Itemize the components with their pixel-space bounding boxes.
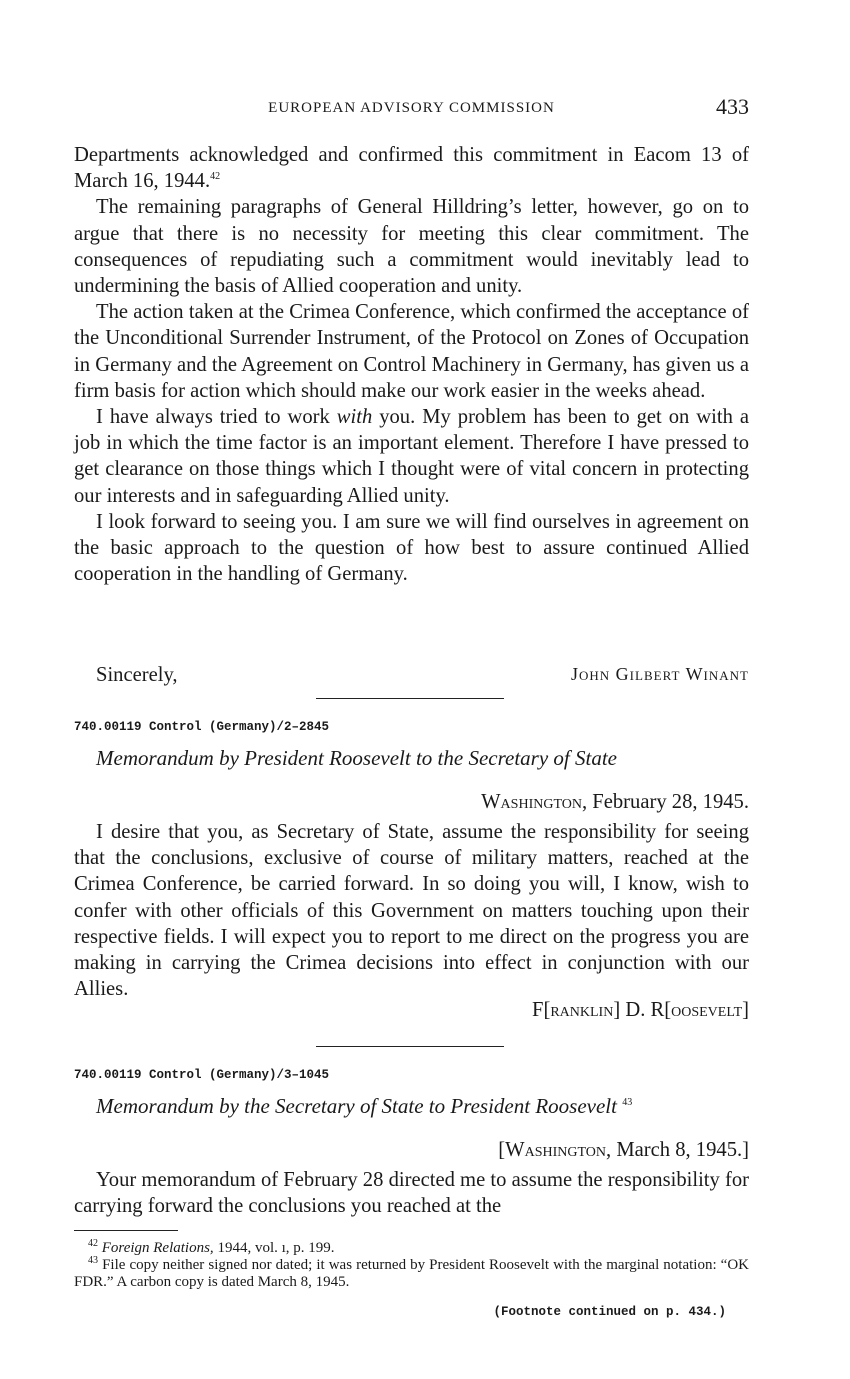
paragraph: Your memorandum of February 28 directed me to assume the responsibility for carrying forward the conclusions you reached at the: [74, 1169, 749, 1218]
file-reference: 740.00119 Control (Germany)/3–1045: [74, 1068, 330, 1082]
dateline: [Washington, March 8, 1945.]: [498, 1139, 749, 1161]
paragraph: I desire that you, as Secretary of State, assume the responsibility for seeing that the conclusions, exclusive of course of military matters, reached at the Crimea Conference, be carried forward. In so doing you will, I know, wish to confer with other officials of this Government on matters touching upon their respective fields. I will expect you to report to me direct on the progress you are making in carrying the Crimea decisions into effect in conjunction with our Allies.: [74, 821, 749, 1001]
footnote-ref[interactable]: 42: [210, 171, 221, 183]
section-divider: [316, 1046, 504, 1047]
running-head: EUROPEAN ADVISORY COMMISSION: [268, 100, 555, 116]
signature: F[ranklin] D. R[oosevelt]: [532, 999, 749, 1021]
dateline: Washington, February 28, 1945.: [481, 791, 749, 813]
document-title: Memorandum by President Roosevelt to the Secretary of State: [96, 746, 617, 770]
memorandum-text: [74, 1167, 749, 1219]
letter-text: [74, 142, 749, 587]
footnote-43: $^{43}$ File copy neither signed nor dated; it was returned by President Roosevelt with the marginal notation: “OK FDR.” A carbon copy is dated March 8, 1945.: [74, 1255, 750, 1290]
signature: John Gilbert Winant: [571, 664, 749, 684]
closing: Sincerely,: [96, 664, 178, 686]
paragraph: I look forward to seeing you. I am sure we will find ourselves in agreement on the basic approach to the question of how best to assure continued Allied cooperation in the handling of Germany.: [74, 510, 749, 586]
page-header: [74, 94, 749, 124]
paragraph: The remaining paragraphs of General Hilldring’s letter, however, go on to argue that there is no necessity for meeting this clear commitment. The consequences of repudiating such a commitment would inevitably lead to undermining the basis of Allied cooperation and unity.: [74, 196, 749, 298]
footnote-42: $^{42}$ Foreign Relations, 1944, vol. ı, p. 199.: [88, 1238, 335, 1256]
footnote-divider: [74, 1230, 178, 1231]
page-number: 433: [716, 94, 749, 119]
paragraph: The action taken at the Crimea Conference, which confirmed the acceptance of the Unconditional Surrender Instrument, of the Protocol on Zones of Occupation in Germany and the Agreement on Control Machinery in Germany, has given us a firm basis for action which should make our work easier in the weeks ahead.: [74, 301, 749, 402]
footnote-ref[interactable]: 43: [622, 1097, 633, 1108]
document-title: Memorandum by the Secretary of State to President Roosevelt $^{43}$: [96, 1094, 633, 1118]
footnotes: [74, 1240, 749, 1291]
paragraph: Departments acknowledged and confirmed this commitment in Eacom 13 of March 16, 1944.42: [74, 144, 749, 193]
footnote-continued: (Footnote continued on p. 434.): [493, 1305, 726, 1319]
memorandum-text: [74, 819, 749, 1002]
section-divider: [316, 698, 504, 699]
file-reference: 740.00119 Control (Germany)/2–2845: [74, 720, 330, 734]
paragraph: I have always tried to work with you. My problem has been to get on with a job in which the time factor is an important element. Therefore I have pressed to get clearance on those things which I thought were of vital concern in protecting our interests and in safeguarding Allied unity.: [74, 406, 749, 507]
